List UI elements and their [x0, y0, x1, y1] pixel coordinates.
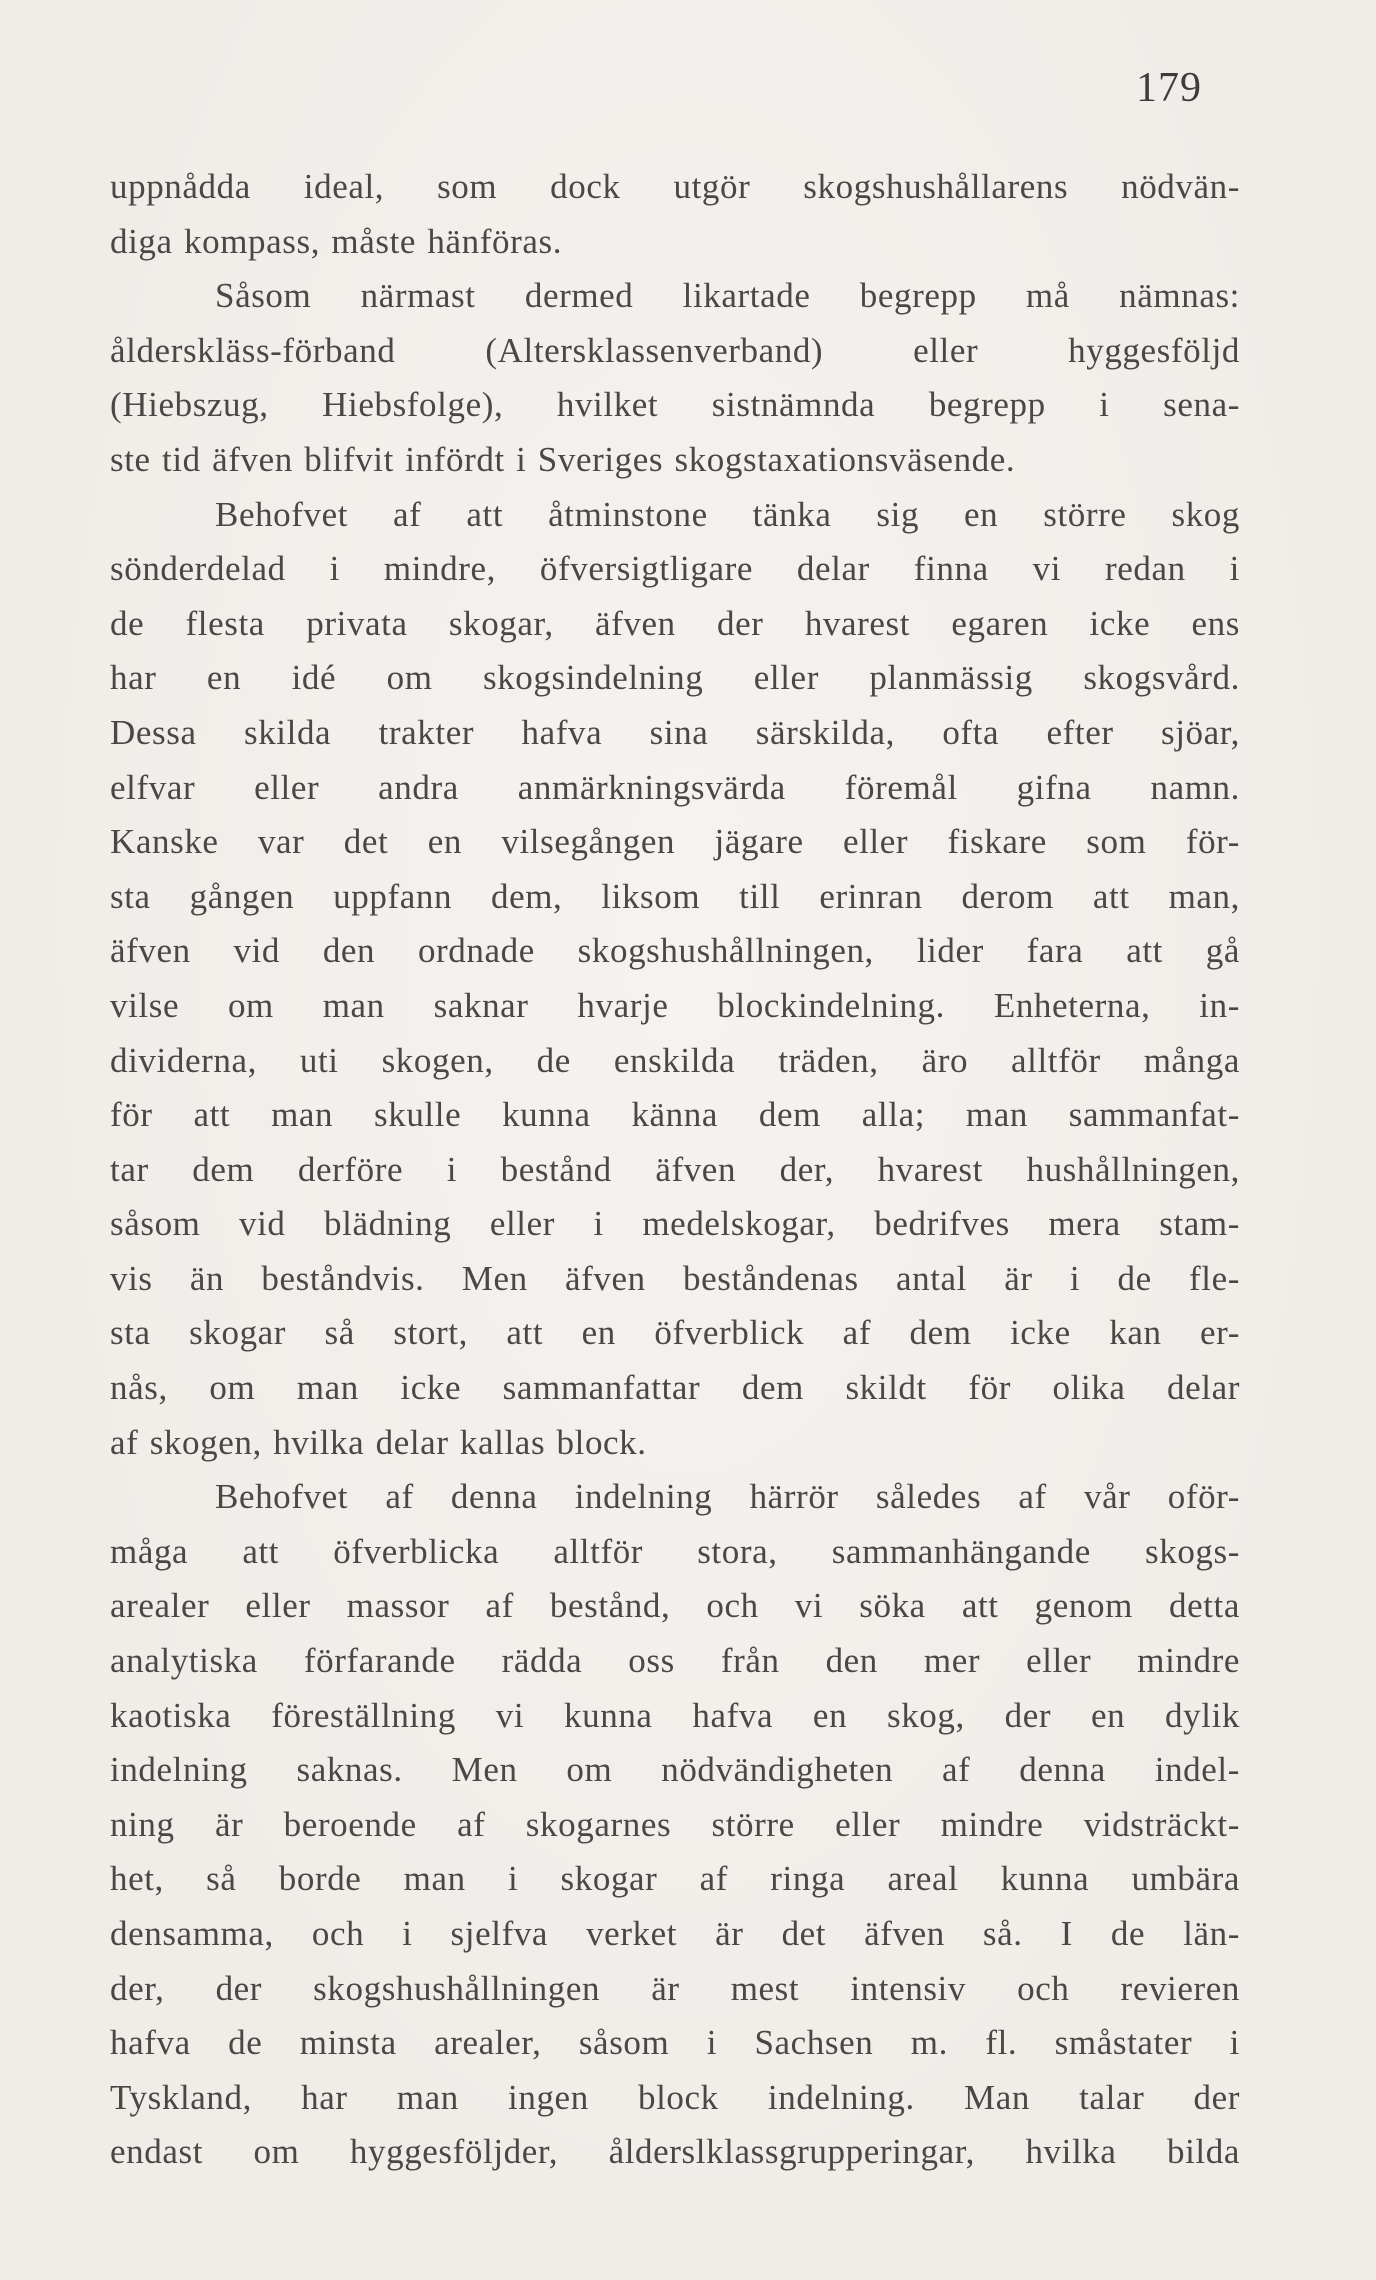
text-line: såsom vid blädning eller i medelskogar, bedrifves mera stam-	[110, 1204, 1240, 1244]
text-line: af skogen, hvilka delar kallas block.	[110, 1422, 647, 1462]
text-line: elfvar eller andra anmärkningsvärda föremål gifna namn.	[110, 767, 1240, 807]
text-line: diga kompass, måste hänföras.	[110, 221, 563, 261]
text-line: Kanske var det en vilsegången jägare eller fiskare som för-	[110, 822, 1240, 862]
text-line: har en idé om skogsindelning eller planmässig skogsvård.	[110, 658, 1240, 698]
text-line: för att man skulle kunna känna dem alla; man sammanfat-	[110, 1095, 1240, 1135]
text-line: hafva de minsta arealer, såsom i Sachsen m. fl. småstater i	[110, 2023, 1240, 2063]
text-line: Behofvet af att åtminstone tänka sig en större skog	[215, 494, 1240, 534]
text-line: Behofvet af denna indelning härrör således af vår oför-	[215, 1477, 1240, 1517]
text-line: Tyskland, har man ingen block indelning. Man talar der	[110, 2077, 1240, 2117]
text-line: Dessa skilda trakter hafva sina särskilda, ofta efter sjöar,	[110, 712, 1240, 752]
text-line: sönderdelad i mindre, öfversigtligare delar finna vi redan i	[110, 549, 1240, 589]
text-line: sta gången uppfann dem, liksom till erinran derom att man,	[110, 876, 1240, 916]
text-line: het, så borde man i skogar af ringa areal kunna umbära	[110, 1859, 1240, 1899]
text-line: de flesta privata skogar, äfven der hvarest egaren icke ens	[110, 603, 1240, 643]
text-line: (Hiebszug, Hiebsfolge), hvilket sistnämnda begrepp i sena-	[110, 385, 1240, 425]
text-line: kaotiska föreställning vi kunna hafva en skog, der en dylik	[110, 1695, 1240, 1735]
text-line: dividerna, uti skogen, de enskilda träden, äro alltför många	[110, 1040, 1240, 1080]
text-line: ste tid äfven blifvit infördt i Sveriges skogstaxationsväsende.	[110, 439, 1016, 479]
text-line: ning är beroende af skogarnes större eller mindre vidsträckt-	[110, 1804, 1240, 1844]
text-line: indelning saknas. Men om nödvändigheten af denna indel-	[110, 1750, 1240, 1790]
text-line: endast om hyggesföljder, ålderslklassgrupperingar, hvilka bilda	[110, 2132, 1240, 2172]
page-number: 179	[1136, 65, 1202, 111]
text-line: sta skogar så stort, att en öfverblick af dem icke kan er-	[110, 1313, 1240, 1353]
text-line: arealer eller massor af bestånd, och vi söka att genom detta	[110, 1586, 1240, 1626]
text-line: nås, om man icke sammanfattar dem skildt för olika delar	[110, 1368, 1240, 1408]
text-line: äfven vid den ordnade skogshushållningen, lider fara att gå	[110, 931, 1240, 971]
text-line: Såsom närmast dermed likartade begrepp må nämnas:	[215, 276, 1240, 316]
text-line: analytiska förfarande rädda oss från den mer eller mindre	[110, 1641, 1240, 1681]
body-text	[110, 160, 1240, 2180]
text-line: tar dem derföre i bestånd äfven der, hvarest hushållningen,	[110, 1149, 1240, 1189]
text-line: uppnådda ideal, som dock utgör skogshushållarens nödvän-	[110, 167, 1240, 206]
text-line: ålderskläss-förband (Altersklassenverband) eller hyggesföljd	[110, 330, 1240, 370]
text-line: densamma, och i sjelfva verket är det äfven så. I de län-	[110, 1914, 1240, 1953]
text-line: måga att öfverblicka alltför stora, sammanhängande skogs-	[110, 1531, 1240, 1571]
text-line: vis än beståndvis. Men äfven beståndenas antal är i de fle-	[110, 1258, 1240, 1298]
text-line: vilse om man saknar hvarje blockindelning. Enheterna, in-	[110, 985, 1240, 1025]
text-line: der, der skogshushållningen är mest intensiv och revieren	[110, 1968, 1240, 2008]
